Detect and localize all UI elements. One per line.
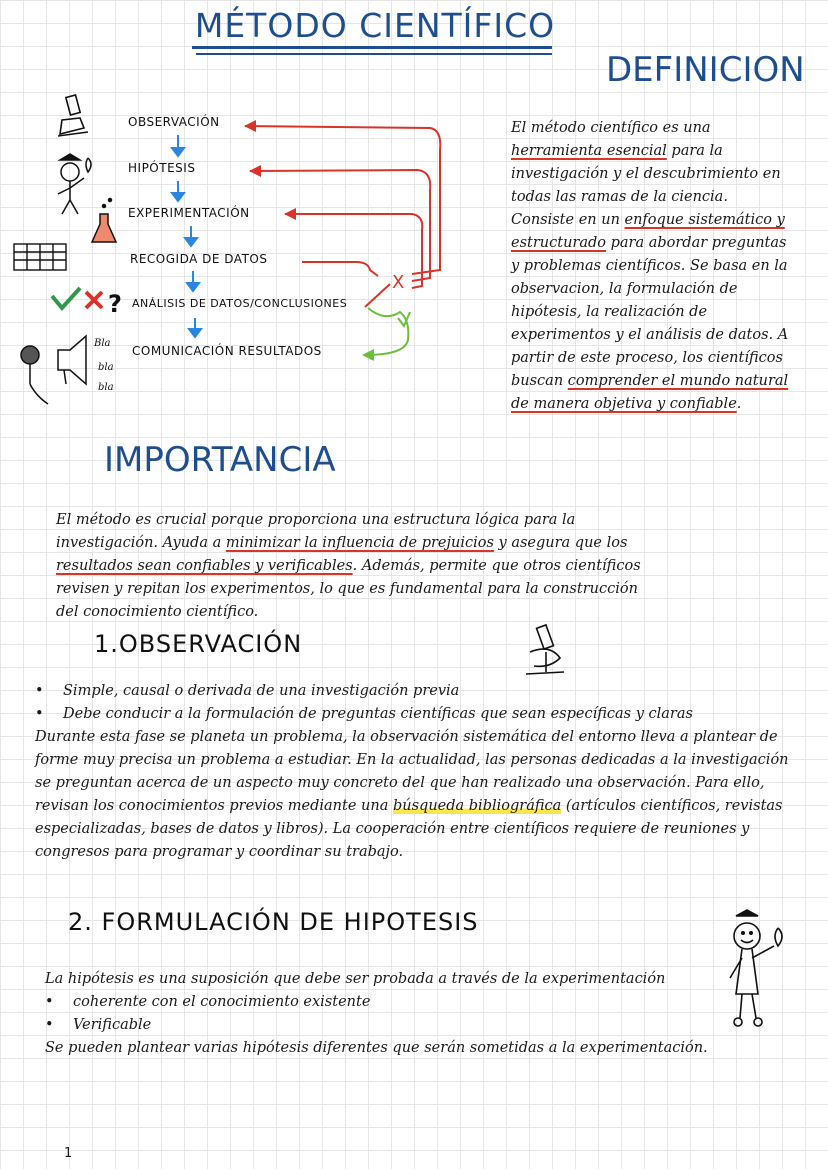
observacion-bullet-2: • Debe conducir a la formulación de preguntas científicas que sean específicas y claras (35, 703, 795, 726)
question-icon: ? (108, 290, 122, 318)
flask-icon (92, 199, 116, 243)
observacion-bullet-1: • Simple, causal o derivada de una investigación previa (35, 680, 795, 703)
importancia-paragraph: El método es crucial porque proporciona una estructura lógica para la investigación. Ayuda a minimizar la influencia de prejuicios y asegura que los resultados sean confiables y verificables. Además, permite que otros científicos revisen y repitan los experimentos, lo que es fundamental para la construcción del conocimiento científico. (56, 512, 641, 620)
scientist-icon-2 (722, 906, 792, 1036)
microscope-icon-2 (520, 622, 572, 682)
hipotesis-outro: Se pueden plantear varias hipótesis diferentes que serán sometidas a la experimentación. (45, 1040, 708, 1056)
flow-step-observacion: OBSERVACIÓN (128, 115, 220, 129)
hipotesis-bullet-2: • Verificable (45, 1014, 725, 1037)
scientist-icon (58, 154, 91, 214)
page-title: MÉTODO CIENTÍFICO (194, 6, 556, 45)
hipotesis-bullet-1: • coherente con el conocimiento existente (45, 991, 725, 1014)
flow-step-experimentacion: EXPERIMENTACIÓN (128, 206, 250, 220)
observacion-heading: 1.OBSERVACIÓN (94, 630, 303, 658)
observacion-paragraph: Durante esta fase se planeta un problema, la observación sistemática del entorno lleva a plantear de forme muy precisa un problema a estudiar. En la actualidad, las personas dedicadas a la investigación se preguntan acerca de un aspecto muy concreto del que han realizado una observación. Para ello, revisan los conocimientos previos mediante una búsqueda bibliográfica (artículos científicos, revistas especializadas, bases de datos y libros). La cooperación entre científicos requiere de reuniones y congresos para programar y coordinar su trabajo. (35, 729, 789, 860)
flow-step-comunicacion: COMUNICACIÓN RESULTADOS (132, 344, 322, 358)
bla-text-3: bla (98, 382, 114, 393)
observacion-body (35, 680, 795, 864)
hipotesis-intro: La hipótesis es una suposición que debe ser probada a través de la experimentación (45, 971, 666, 987)
definicion-heading: DEFINICION (606, 50, 805, 90)
cross-icon (86, 292, 102, 308)
flow-step-recogida: RECOGIDA DE DATOS (130, 252, 268, 266)
hipotesis-body (45, 968, 725, 1060)
cross-mark: X (392, 272, 405, 293)
megaphone-icon (58, 336, 86, 384)
bla-text-1: Bla (94, 338, 111, 349)
microphone-icon (21, 346, 48, 404)
microscope-icon (58, 95, 88, 136)
data-table-icon (14, 244, 66, 270)
definicion-paragraph: El método científico es una herramienta esencial para la investigación y el descubrimiento en todas las ramas de la ciencia. Consiste en un enfoque sistemático y estructurado para abordar preguntas y problemas científicos. Se basa en la observacion, la formulación de hipótesis, la realización de experimentos y el análisis de datos. A partir de este proceso, los científicos buscan comprender el mundo natural de manera objetiva y confiable. (511, 120, 789, 412)
check-icon (52, 288, 80, 308)
hipotesis-heading: 2. FORMULACIÓN DE HIPOTESIS (68, 908, 479, 936)
flow-step-hipotesis: HIPÓTESIS (128, 161, 196, 175)
importancia-heading: IMPORTANCIA (104, 440, 336, 480)
page-number: 1 (64, 1146, 73, 1161)
flow-step-analisis: ANÁLISIS DE DATOS/CONCLUSIONES (132, 297, 348, 310)
bla-text-2: bla (98, 362, 114, 373)
